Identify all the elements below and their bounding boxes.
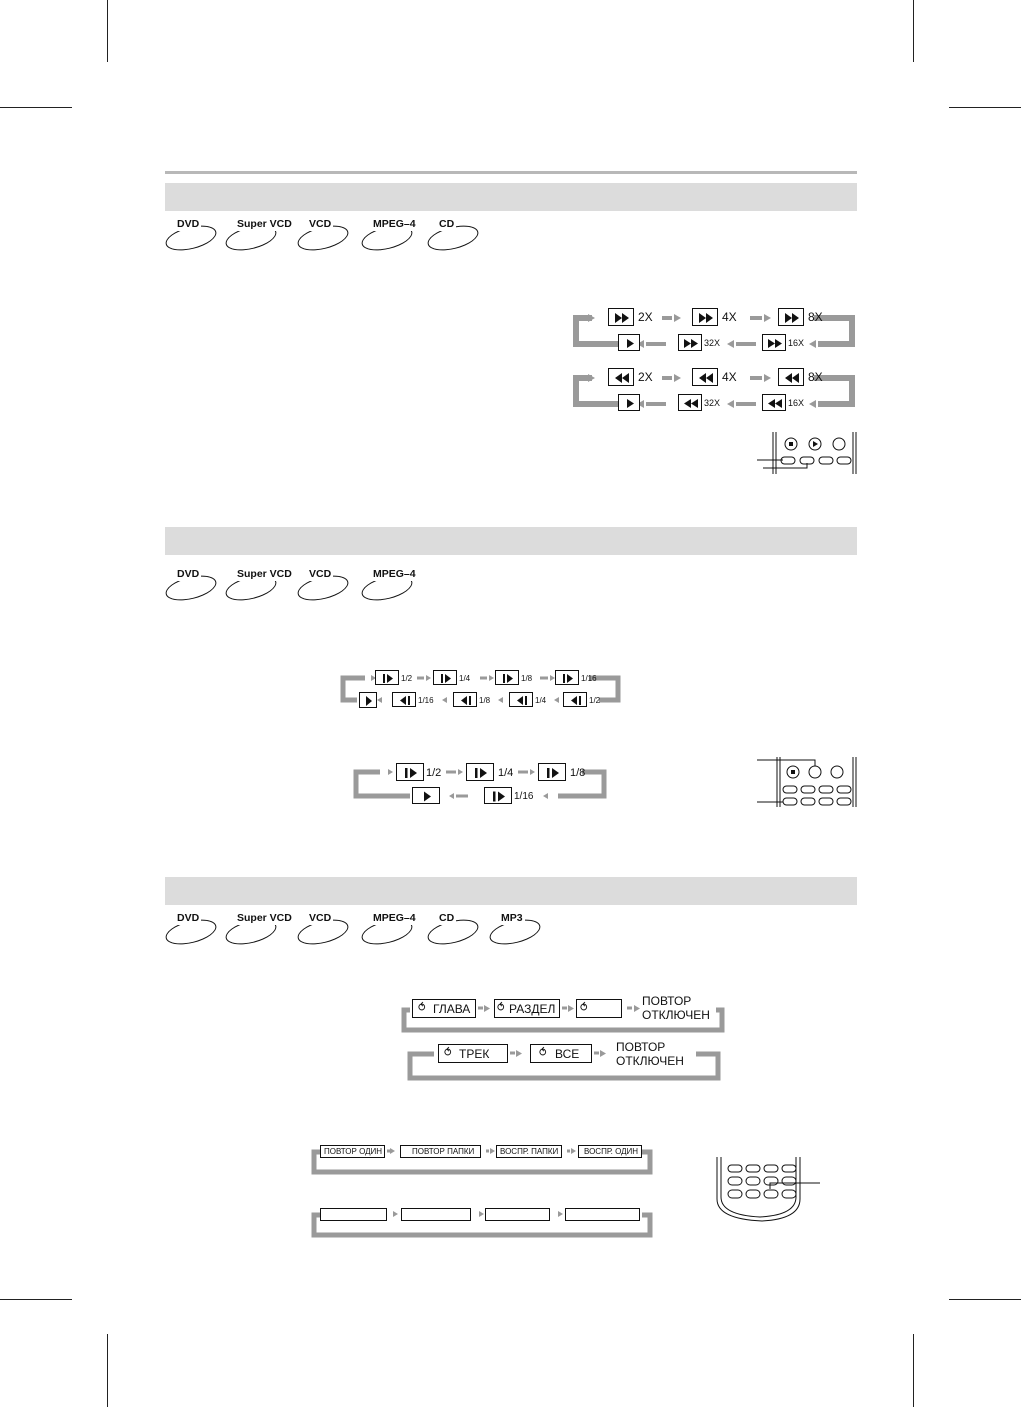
repeat-icon: ⥀ (418, 1002, 426, 1014)
speed-label: 32X (704, 398, 721, 408)
speed-label: 1/2 (589, 696, 601, 705)
play-icon (618, 394, 640, 411)
repeat-item-label: РАЗДЕЛ (509, 1002, 556, 1016)
disc-badges-repeat (163, 914, 543, 950)
disc-badge: DVD (163, 914, 219, 950)
disc-badge: MP3 (487, 914, 543, 950)
slow-forward-icon (495, 670, 519, 685)
disc-badge: MPEG–4 (359, 914, 415, 950)
speed-label: 32X (704, 338, 721, 348)
slow-reverse-icon (563, 692, 587, 707)
disc-badge: VCD (295, 570, 351, 606)
fast-forward-icon (778, 308, 804, 326)
remote-control-fragment (712, 1155, 827, 1225)
slow-forward-icon (484, 787, 512, 804)
speed-label: 2X (638, 310, 653, 324)
play-folder-box (496, 1145, 562, 1158)
speed-label: 8X (808, 310, 823, 324)
speed-label: 1/8 (479, 696, 491, 705)
speed-label: 2X (638, 370, 653, 384)
disc-badge: CD (425, 914, 481, 950)
section-bar-scan (165, 183, 857, 211)
slow-forward-icon (538, 763, 566, 781)
speed-label: 1/16 (514, 791, 534, 802)
speed-label: 1/2 (426, 767, 442, 779)
disc-badge: DVD (163, 220, 219, 256)
slow-forward-icon (396, 763, 424, 781)
repeat-item-label: ВОСПР. ПАПКИ (500, 1147, 559, 1156)
repeat-folder-box (400, 1145, 481, 1158)
repeat-mode-box (320, 1208, 387, 1221)
slow-forward-icon (375, 670, 399, 685)
speed-label: 4X (722, 310, 737, 324)
slow-reverse-icon (453, 692, 477, 707)
remote-control-fragment (755, 755, 860, 810)
rewind-icon (608, 368, 634, 386)
disc-badge: MPEG–4 (359, 570, 415, 606)
repeat-item-label: ВОСПР. ОДИН (584, 1147, 639, 1156)
fast-forward-icon (608, 308, 634, 326)
speed-label: 1/4 (459, 674, 471, 683)
rewind-icon (778, 368, 804, 386)
repeat-track-box (438, 1044, 508, 1063)
speed-label: 1/16 (581, 674, 597, 683)
speed-label: 1/8 (521, 674, 533, 683)
slow-forward-icon (433, 670, 457, 685)
fast-forward-icon (692, 308, 718, 326)
repeat-mp3-diagram (310, 1142, 655, 1178)
disc-badges-scan (163, 220, 493, 256)
fast-forward-icon (762, 334, 786, 351)
slow-vcd-diagram (350, 760, 610, 806)
crop-mark (913, 0, 914, 62)
disc-badge: VCD (295, 220, 351, 256)
disc-badge: VCD (295, 914, 351, 950)
repeat-off-label: ПОВТОР (642, 994, 692, 1008)
play-icon (359, 692, 377, 708)
slow-dvd-diagram (337, 668, 625, 710)
rewind-icon (762, 394, 786, 411)
repeat-mode-box (565, 1208, 640, 1221)
rewind-icon (678, 394, 702, 411)
repeat-chapter-box (412, 999, 476, 1018)
repeat-icon: ⥀ (539, 1047, 547, 1059)
scan-forward-diagram (570, 302, 860, 352)
slow-reverse-icon (392, 692, 416, 707)
repeat-icon: ⥀ (497, 1002, 505, 1014)
slow-forward-icon (555, 670, 579, 685)
disc-badge: DVD (163, 570, 219, 606)
speed-label: 8X (808, 370, 823, 384)
speed-label: 16X (788, 398, 805, 408)
rewind-icon (692, 368, 718, 386)
crop-mark (0, 107, 72, 108)
repeat-item-label: ПОВТОР ОДИН (324, 1147, 383, 1156)
slow-reverse-icon (509, 692, 533, 707)
repeat-title-box (494, 999, 560, 1018)
repeat-off-label: ПОВТОР (616, 1040, 666, 1054)
disc-badges-slow (163, 570, 423, 606)
top-rule (165, 171, 857, 174)
repeat-dvd-diagram (398, 994, 728, 1036)
slow-forward-icon (466, 763, 494, 781)
repeat-mode-box (485, 1208, 550, 1221)
crop-mark (107, 0, 108, 62)
fast-forward-icon (678, 334, 702, 351)
repeat-item-label: ВСЕ (555, 1047, 580, 1061)
disc-badge: Super VCD (223, 570, 279, 606)
repeat-all-box (576, 999, 622, 1018)
disc-badge: MPEG–4 (359, 220, 415, 256)
speed-label: 1/8 (570, 767, 586, 779)
crop-mark (107, 1334, 108, 1407)
repeat-item-label: ГЛАВА (433, 1002, 471, 1016)
speed-label: 16X (788, 338, 805, 348)
disc-badge: Super VCD (223, 914, 279, 950)
repeat-all-box (530, 1044, 592, 1063)
repeat-mp4-diagram (310, 1205, 655, 1241)
repeat-cd-diagram (404, 1040, 724, 1084)
play-icon (412, 787, 440, 804)
speed-label: 1/4 (535, 696, 547, 705)
repeat-item-label: ПОВТОР ПАПКИ (412, 1147, 475, 1156)
crop-mark (0, 1299, 72, 1300)
repeat-off-label: ОТКЛЮЧЕН (642, 1008, 710, 1022)
disc-badge: Super VCD (223, 220, 279, 256)
disc-badge: CD (425, 220, 481, 256)
speed-label: 4X (722, 370, 737, 384)
repeat-mode-box (401, 1208, 471, 1221)
crop-mark (949, 1299, 1021, 1300)
speed-label: 1/16 (418, 696, 434, 705)
play-one-box (578, 1145, 642, 1158)
repeat-icon: ⥀ (444, 1047, 452, 1059)
remote-control-fragment (755, 430, 860, 480)
scan-reverse-diagram (570, 362, 860, 412)
section-bar-slow (165, 527, 857, 555)
speed-label: 1/4 (498, 767, 514, 779)
repeat-one-box (320, 1145, 385, 1158)
play-icon (618, 334, 640, 351)
repeat-item-label: ТРЕК (459, 1047, 490, 1061)
repeat-icon: ⥀ (580, 1002, 588, 1014)
crop-mark (913, 1334, 914, 1407)
section-bar-repeat (165, 877, 857, 905)
crop-mark (949, 107, 1021, 108)
speed-label: 1/2 (401, 674, 413, 683)
repeat-off-label: ОТКЛЮЧЕН (616, 1054, 684, 1068)
